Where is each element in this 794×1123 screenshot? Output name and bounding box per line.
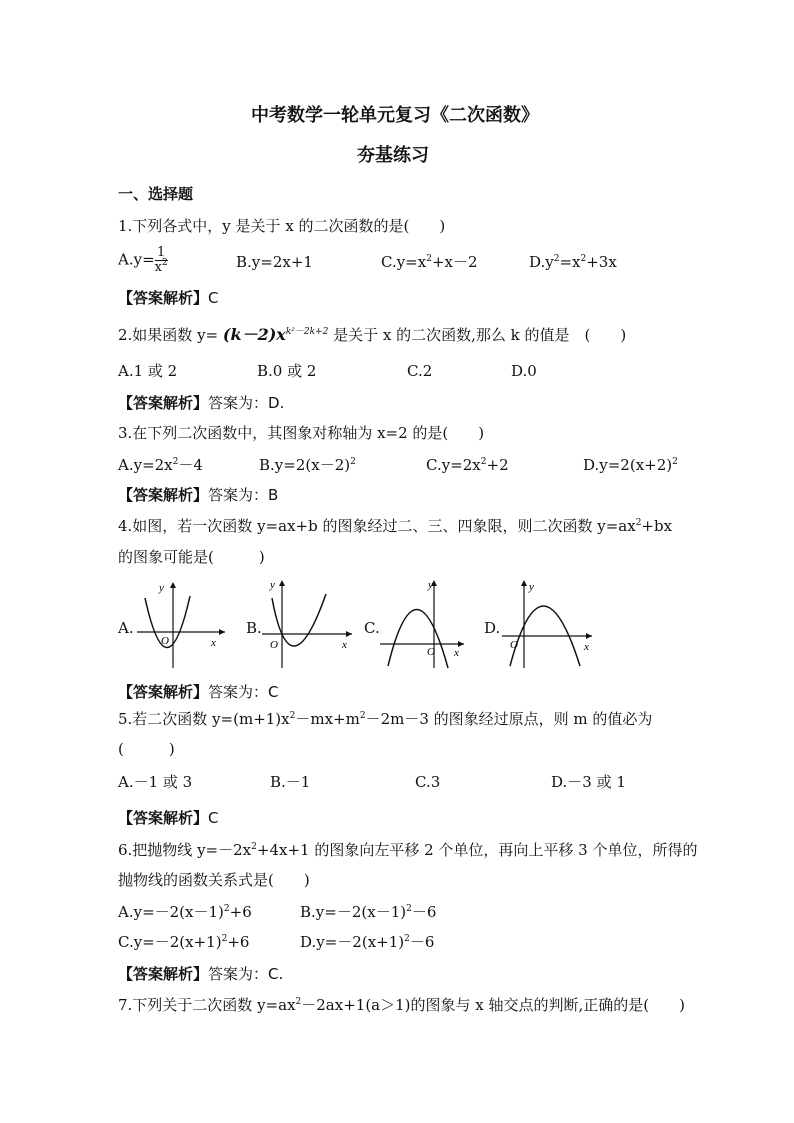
x-axis-label: x (342, 639, 347, 651)
q2-option-b: B.0 或 2 (257, 362, 317, 380)
q3-option-d: $D.y=2(x+2)^2$ (583, 456, 678, 474)
q1-option-b: B.y=2x+1 (236, 253, 313, 271)
origin-label: O (510, 639, 518, 651)
q5-option-c: C.3 (415, 773, 441, 791)
document-title: 中考数学一轮单元复习《二次函数》 (251, 105, 539, 126)
q5-answer: 【答案解析】C (118, 809, 219, 827)
q2-option-c: C.2 (407, 362, 433, 380)
q3-answer: 【答案解析】答案为：B (118, 486, 279, 504)
q7-stem: 7.下列关于二次函数 $y=ax^2-2ax+1(a>1)$的图象与 x 轴交点的判断,正确的是( ) (118, 996, 685, 1014)
q5-option-b: B.－1 (270, 773, 311, 791)
y-axis-label: y (428, 579, 433, 591)
q4-stem-line1: 4.如图，若一次函数 y=ax+b 的图象经过二、三、四象限，则二次函数 $y=ax^2+bx$ (118, 517, 673, 535)
q1-option-a: A.y= $\frac{1}{x^2}$ (118, 245, 168, 275)
q4-option-d-label: D. (484, 619, 501, 637)
x-axis-label: x (211, 637, 216, 649)
q4-option-a-label: A. (118, 619, 134, 637)
section-heading: 一、选择题 (118, 185, 194, 203)
q6-option-a: $A.y=-2(x-1)^2+6$ (118, 903, 252, 921)
q2-answer: 【答案解析】答案为：D. (118, 394, 285, 412)
q1-option-d: $D.y^2=x^2+3x$ (529, 253, 617, 271)
y-axis-label: y (529, 581, 534, 593)
q2-formula: (k－2)x (222, 325, 286, 344)
q2-option-d: D.0 (511, 362, 537, 380)
q6-stem-line1: 6.把抛物线 $y=-2x^2+4x+1$ 的图象向左平移 2 个单位，再向上平移 3 个单位，所得的 (118, 841, 698, 859)
q3-option-a: $A.y=2x^2-4$ (118, 456, 203, 474)
q6-option-c: $C.y=-2(x+1)^2+6$ (118, 933, 250, 951)
q3-option-c: $C.y=2x^2+2$ (426, 456, 509, 474)
origin-label: O (161, 635, 169, 647)
q3-option-b: $B.y=2(x-2)^2$ (259, 456, 356, 474)
q6-option-b: $B.y=-2(x-1)^2-6$ (300, 903, 437, 921)
y-axis-label: y (270, 579, 275, 591)
q4-answer: 【答案解析】答案为：C (118, 683, 279, 701)
q4-stem-line2: 的图象可能是( ) (118, 548, 265, 566)
y-axis-label: y (159, 582, 164, 594)
x-axis-label: x (584, 641, 589, 653)
q1-stem: 1.下列各式中，y 是关于 x 的二次函数的是( ) (118, 217, 446, 235)
q1-answer: 【答案解析】C (118, 289, 219, 307)
q4-graph-a (135, 578, 227, 670)
q1-option-c: $C.y=x^2+x-2$ (381, 253, 478, 271)
q4-graph-b (260, 576, 356, 670)
q4-graph-c (378, 576, 470, 670)
q4-graph-d (500, 576, 596, 670)
q6-answer: 【答案解析】答案为：C. (118, 965, 284, 983)
origin-label: O (270, 639, 278, 651)
q5-stem: 5.若二次函数 $y=(m+1)x^2-mx+m^2-2m-3$ 的图象经过原点，则 m 的值必为 (118, 710, 653, 728)
x-axis-label: x (454, 647, 459, 659)
q5-paren: ( ) (118, 740, 175, 758)
q5-option-d: D.－3 或 1 (551, 773, 626, 791)
origin-label: O (427, 646, 435, 658)
q4-option-c-label: C. (364, 619, 380, 637)
q2-option-a: A.1 或 2 (118, 362, 178, 380)
q5-option-a: A.－1 或 3 (118, 773, 193, 791)
q4-option-b-label: B. (246, 619, 262, 637)
q6-stem-line2: 抛物线的函数关系式是( ) (118, 871, 310, 889)
q6-option-d: $D.y=-2(x+1)^2-6$ (300, 933, 435, 951)
q3-stem: 3.在下列二次函数中，其图象对称轴为 x=2 的是( ) (118, 424, 485, 442)
document-subtitle: 夯基练习 (357, 145, 429, 166)
q2-stem: 2.如果函数 $y= (k-2)x^{k^2-2k+2}$ 是关于 x 的二次函数,那么 k 的值是 ( ) (118, 325, 627, 344)
